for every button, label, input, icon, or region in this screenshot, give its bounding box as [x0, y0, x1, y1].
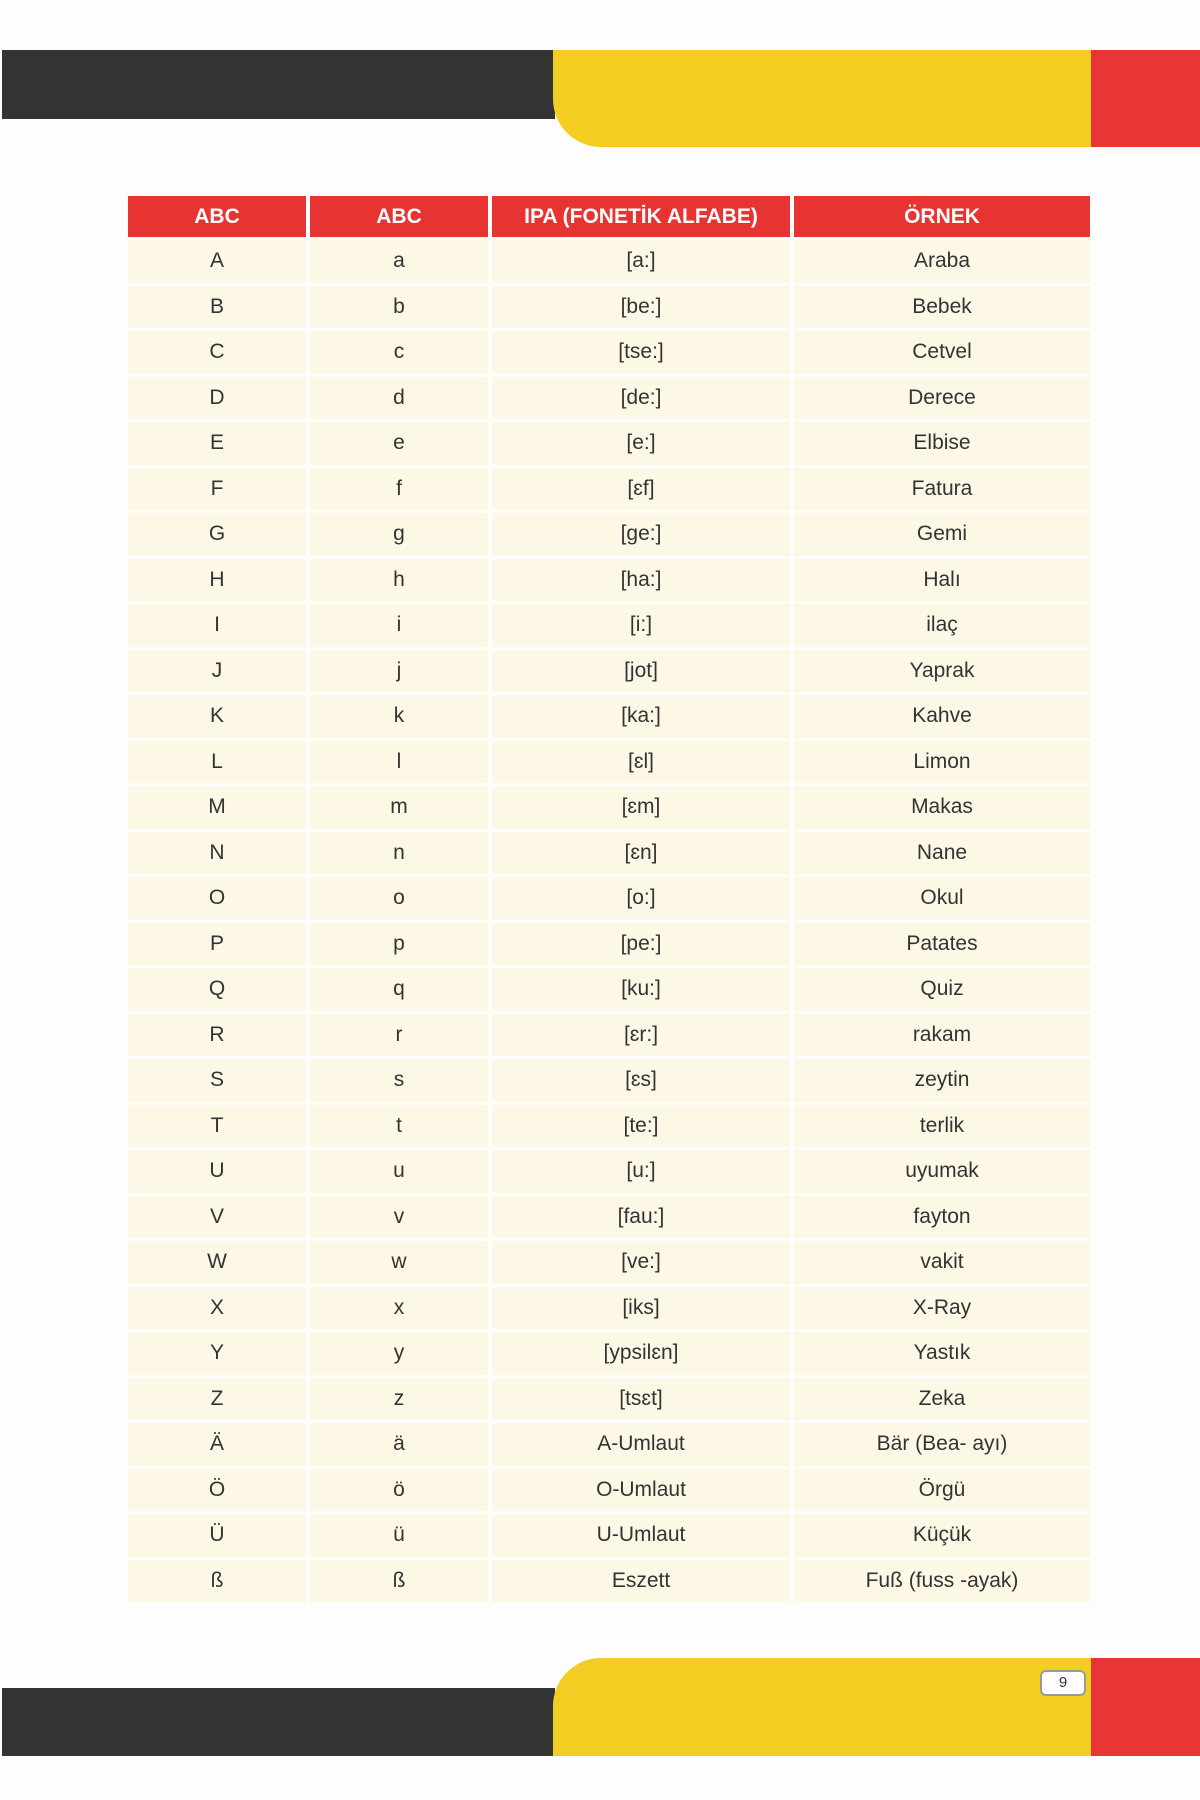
- cell-example: Fuß (fuss -ayak): [794, 1560, 1090, 1603]
- cell-lowercase: a: [310, 240, 488, 283]
- cell-uppercase: P: [128, 923, 306, 966]
- cell-lowercase: x: [310, 1287, 488, 1330]
- cell-uppercase: L: [128, 741, 306, 784]
- cell-example: Okul: [794, 877, 1090, 920]
- cell-lowercase: g: [310, 513, 488, 556]
- cell-lowercase: ä: [310, 1423, 488, 1466]
- cell-lowercase: r: [310, 1014, 488, 1057]
- header-uppercase: ABC: [128, 196, 306, 237]
- table-row: [128, 1287, 1090, 1330]
- header-example: ÖRNEK: [794, 196, 1090, 237]
- table-row: [128, 240, 1090, 283]
- cell-uppercase: Ü: [128, 1514, 306, 1557]
- cell-uppercase: M: [128, 786, 306, 829]
- header-ipa: IPA (FONETİK ALFABE): [492, 196, 790, 237]
- cell-ipa: [ha:]: [492, 559, 790, 602]
- table-body: [128, 240, 1090, 1602]
- cell-ipa: [be:]: [492, 286, 790, 329]
- cell-uppercase: A: [128, 240, 306, 283]
- cell-uppercase: H: [128, 559, 306, 602]
- cell-ipa: [ka:]: [492, 695, 790, 738]
- cell-lowercase: f: [310, 468, 488, 511]
- cell-uppercase: U: [128, 1150, 306, 1193]
- top-yellow-band: [553, 50, 1093, 147]
- cell-example: Limon: [794, 741, 1090, 784]
- cell-ipa: [ɛr:]: [492, 1014, 790, 1057]
- cell-example: uyumak: [794, 1150, 1090, 1193]
- cell-example: Quiz: [794, 968, 1090, 1011]
- table-row: [128, 1378, 1090, 1421]
- cell-uppercase: ß: [128, 1560, 306, 1603]
- table-row: [128, 468, 1090, 511]
- cell-uppercase: R: [128, 1014, 306, 1057]
- cell-lowercase: h: [310, 559, 488, 602]
- cell-lowercase: q: [310, 968, 488, 1011]
- cell-example: rakam: [794, 1014, 1090, 1057]
- cell-lowercase: l: [310, 741, 488, 784]
- table-row: [128, 1560, 1090, 1603]
- page-number: 9: [1040, 1670, 1086, 1696]
- cell-lowercase: ö: [310, 1469, 488, 1512]
- cell-uppercase: S: [128, 1059, 306, 1102]
- cell-uppercase: X: [128, 1287, 306, 1330]
- table-row: [128, 1150, 1090, 1193]
- cell-example: Nane: [794, 832, 1090, 875]
- table-row: [128, 1241, 1090, 1284]
- cell-example: terlik: [794, 1105, 1090, 1148]
- table-row: [128, 604, 1090, 647]
- cell-uppercase: T: [128, 1105, 306, 1148]
- cell-uppercase: W: [128, 1241, 306, 1284]
- table-row: [128, 741, 1090, 784]
- table-row: [128, 695, 1090, 738]
- cell-ipa: [ɛn]: [492, 832, 790, 875]
- cell-lowercase: m: [310, 786, 488, 829]
- cell-ipa: [ɛs]: [492, 1059, 790, 1102]
- cell-ipa: [iks]: [492, 1287, 790, 1330]
- cell-ipa: [ku:]: [492, 968, 790, 1011]
- cell-example: Fatura: [794, 468, 1090, 511]
- cell-ipa: [ve:]: [492, 1241, 790, 1284]
- bottom-yellow-band: [553, 1658, 1093, 1756]
- cell-lowercase: j: [310, 650, 488, 693]
- cell-lowercase: ß: [310, 1560, 488, 1603]
- cell-uppercase: I: [128, 604, 306, 647]
- cell-lowercase: w: [310, 1241, 488, 1284]
- cell-ipa: [a:]: [492, 240, 790, 283]
- cell-uppercase: Ö: [128, 1469, 306, 1512]
- cell-example: Yastık: [794, 1332, 1090, 1375]
- cell-uppercase: B: [128, 286, 306, 329]
- cell-uppercase: Z: [128, 1378, 306, 1421]
- cell-uppercase: V: [128, 1196, 306, 1239]
- cell-ipa: O-Umlaut: [492, 1469, 790, 1512]
- table-row: [128, 650, 1090, 693]
- table-row: [128, 1514, 1090, 1557]
- cell-example: Halı: [794, 559, 1090, 602]
- table-row: [128, 1423, 1090, 1466]
- cell-ipa: [ɛm]: [492, 786, 790, 829]
- cell-ipa: [te:]: [492, 1105, 790, 1148]
- cell-example: Yaprak: [794, 650, 1090, 693]
- cell-ipa: [pe:]: [492, 923, 790, 966]
- top-dark-band: [2, 50, 555, 119]
- table-row: [128, 1196, 1090, 1239]
- cell-ipa: [i:]: [492, 604, 790, 647]
- cell-ipa: U-Umlaut: [492, 1514, 790, 1557]
- table-row: [128, 422, 1090, 465]
- cell-example: zeytin: [794, 1059, 1090, 1102]
- cell-example: Elbise: [794, 422, 1090, 465]
- cell-example: Kahve: [794, 695, 1090, 738]
- bottom-red-band: [1091, 1658, 1200, 1756]
- cell-uppercase: E: [128, 422, 306, 465]
- cell-lowercase: v: [310, 1196, 488, 1239]
- table-row: [128, 968, 1090, 1011]
- cell-uppercase: N: [128, 832, 306, 875]
- cell-example: Örgü: [794, 1469, 1090, 1512]
- cell-example: X-Ray: [794, 1287, 1090, 1330]
- cell-lowercase: i: [310, 604, 488, 647]
- table-row: [128, 877, 1090, 920]
- table-row: [128, 1014, 1090, 1057]
- cell-uppercase: O: [128, 877, 306, 920]
- table-row: [128, 1469, 1090, 1512]
- table-row: [128, 923, 1090, 966]
- table-header-row: [128, 196, 1090, 237]
- cell-example: Derece: [794, 377, 1090, 420]
- cell-lowercase: e: [310, 422, 488, 465]
- cell-lowercase: t: [310, 1105, 488, 1148]
- table-row: [128, 377, 1090, 420]
- cell-lowercase: p: [310, 923, 488, 966]
- table-row: [128, 331, 1090, 374]
- cell-uppercase: G: [128, 513, 306, 556]
- cell-example: Bebek: [794, 286, 1090, 329]
- cell-lowercase: n: [310, 832, 488, 875]
- cell-lowercase: s: [310, 1059, 488, 1102]
- cell-lowercase: ü: [310, 1514, 488, 1557]
- cell-lowercase: c: [310, 331, 488, 374]
- cell-lowercase: o: [310, 877, 488, 920]
- cell-uppercase: D: [128, 377, 306, 420]
- cell-example: Cetvel: [794, 331, 1090, 374]
- cell-example: Makas: [794, 786, 1090, 829]
- table-row: [128, 559, 1090, 602]
- cell-ipa: [fau:]: [492, 1196, 790, 1239]
- cell-ipa: [o:]: [492, 877, 790, 920]
- table-row: [128, 1059, 1090, 1102]
- cell-ipa: [ypsilɛn]: [492, 1332, 790, 1375]
- cell-lowercase: y: [310, 1332, 488, 1375]
- cell-example: Gemi: [794, 513, 1090, 556]
- cell-example: Patates: [794, 923, 1090, 966]
- table-row: [128, 1332, 1090, 1375]
- cell-ipa: [u:]: [492, 1150, 790, 1193]
- cell-ipa: A-Umlaut: [492, 1423, 790, 1466]
- alphabet-table: [124, 193, 1094, 1605]
- cell-lowercase: b: [310, 286, 488, 329]
- cell-example: ilaç: [794, 604, 1090, 647]
- header-lowercase: ABC: [310, 196, 488, 237]
- cell-uppercase: K: [128, 695, 306, 738]
- cell-uppercase: C: [128, 331, 306, 374]
- table-row: [128, 786, 1090, 829]
- cell-example: Araba: [794, 240, 1090, 283]
- cell-example: fayton: [794, 1196, 1090, 1239]
- cell-ipa: Eszett: [492, 1560, 790, 1603]
- table-row: [128, 513, 1090, 556]
- cell-ipa: [jot]: [492, 650, 790, 693]
- cell-lowercase: u: [310, 1150, 488, 1193]
- cell-example: vakit: [794, 1241, 1090, 1284]
- cell-example: Bär (Bea- ayı): [794, 1423, 1090, 1466]
- table-row: [128, 1105, 1090, 1148]
- cell-ipa: [ɛf]: [492, 468, 790, 511]
- cell-example: Küçük: [794, 1514, 1090, 1557]
- bottom-dark-band: [2, 1688, 555, 1756]
- cell-lowercase: k: [310, 695, 488, 738]
- cell-ipa: [tsɛt]: [492, 1378, 790, 1421]
- top-red-band: [1091, 50, 1200, 147]
- cell-lowercase: z: [310, 1378, 488, 1421]
- table-row: [128, 832, 1090, 875]
- cell-ipa: [de:]: [492, 377, 790, 420]
- cell-ipa: [e:]: [492, 422, 790, 465]
- cell-uppercase: Y: [128, 1332, 306, 1375]
- cell-uppercase: F: [128, 468, 306, 511]
- cell-uppercase: J: [128, 650, 306, 693]
- cell-example: Zeka: [794, 1378, 1090, 1421]
- cell-uppercase: Q: [128, 968, 306, 1011]
- cell-ipa: [ɛl]: [492, 741, 790, 784]
- cell-ipa: [ge:]: [492, 513, 790, 556]
- cell-ipa: [tse:]: [492, 331, 790, 374]
- cell-uppercase: Ä: [128, 1423, 306, 1466]
- table-row: [128, 286, 1090, 329]
- cell-lowercase: d: [310, 377, 488, 420]
